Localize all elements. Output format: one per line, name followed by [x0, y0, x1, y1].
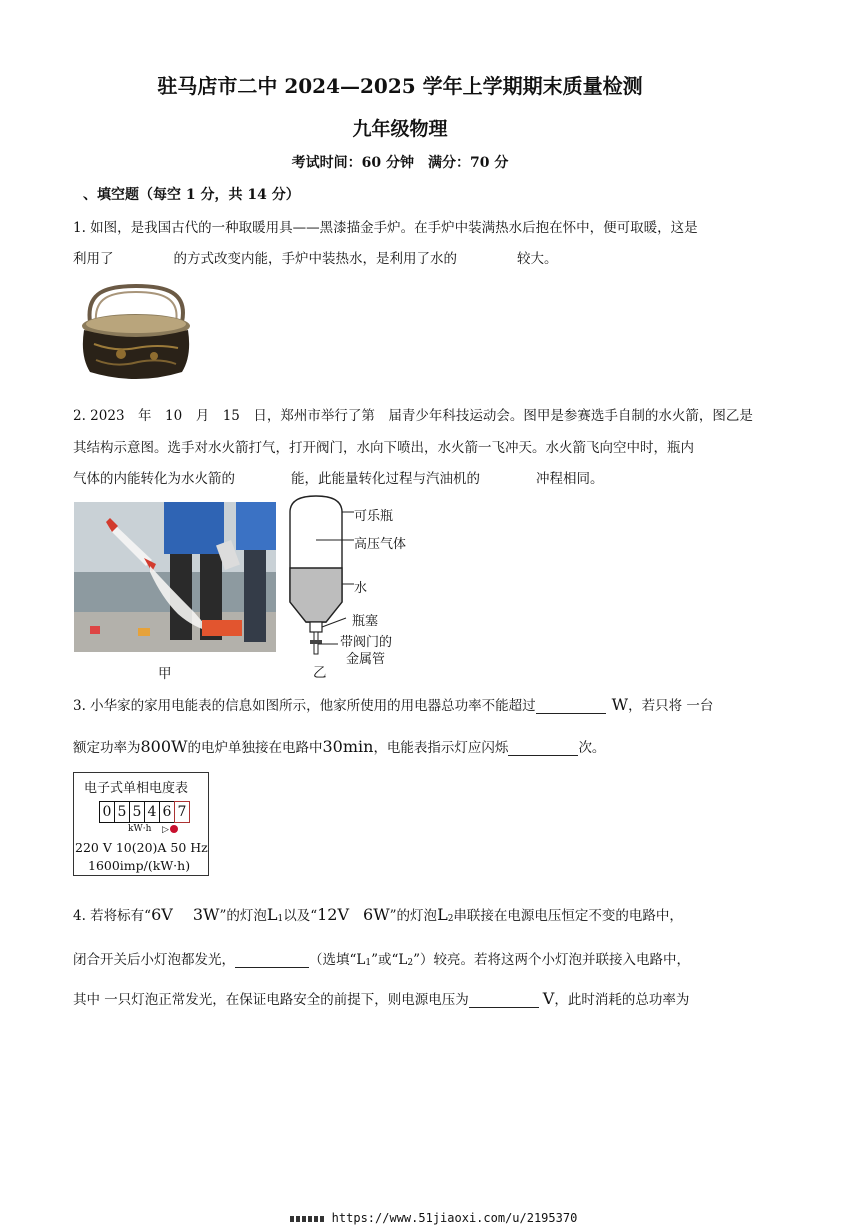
- q4-text-f: 闭合开关后小灯泡都发光，: [73, 952, 235, 968]
- meter-title: 电子式单相电度表: [84, 781, 189, 796]
- meter-digit: 6: [159, 801, 175, 823]
- label-valve-2: 金属管: [346, 652, 386, 667]
- q3-text-e: ，电能表指示灯应闪烁: [373, 740, 509, 756]
- q4-line-3: [73, 988, 689, 1008]
- section-heading: 、填空题（每空 1 分，共 14 分）: [83, 187, 300, 203]
- label-bottle: 可乐瓶: [354, 509, 394, 524]
- q3-unit-w: W: [611, 695, 629, 714]
- q3-text-d: 的电炉单独接在电路中: [187, 740, 323, 756]
- q4-v1: 6V: [151, 905, 173, 924]
- q3-blank-2: [508, 741, 578, 756]
- water-rocket-photo: [74, 502, 276, 652]
- q4-p2: 6W: [363, 905, 390, 924]
- q3-line-1: [73, 694, 713, 714]
- q2-line-2: 其结构示意图。选手对水火箭打气，打开阀门，水向下喷出，水火箭一飞冲天。水火箭飞向空中时，瓶内: [73, 440, 694, 456]
- q2-line-3: [73, 467, 604, 487]
- label-valve-1: 带阀门的: [340, 635, 393, 650]
- meter-digit: 5: [114, 801, 130, 823]
- meter-digit: 0: [99, 801, 115, 823]
- q4-p1: 3W: [192, 905, 220, 924]
- q4-text-g: （选填“: [309, 952, 357, 968]
- q1-text-a: 利用了: [73, 251, 114, 267]
- q2-text-a: 气体的内能转化为水火箭的: [73, 471, 235, 487]
- q4-blank-1: [235, 953, 309, 968]
- q3-text-c: 额定功率为: [73, 740, 141, 756]
- q1-text-b: 的方式改变内能，手炉中装热水，是利用了水的: [173, 251, 457, 267]
- label-plug: 瓶塞: [352, 614, 379, 629]
- q4-lamp-2: L2: [437, 905, 454, 924]
- q1-text-c: 较大。: [517, 251, 558, 267]
- q4-unit-v: V: [542, 989, 555, 1008]
- q3-line-2: [73, 736, 605, 756]
- footer-watermark: [0, 1211, 867, 1225]
- q2-text-c: 冲程相同。: [536, 471, 604, 487]
- q2-text-b: 能，此能量转化过程与汽油机的: [291, 471, 480, 487]
- meter-digit: 4: [144, 801, 160, 823]
- caption-yi: 乙: [313, 665, 327, 681]
- q4-option-l2: L2: [398, 952, 414, 968]
- q1-line-1: 1. 如图，是我国古代的一种取暖用具——黑漆描金手炉。在手炉中装满热水后抱在怀中，便可取暖，这是: [73, 220, 698, 236]
- watermark-mask-icon: [290, 1216, 326, 1222]
- q3-power: 800W: [140, 737, 188, 756]
- meter-digit: 7: [174, 801, 190, 823]
- caption-jia: 甲: [158, 666, 172, 682]
- meter-digit: 5: [129, 801, 145, 823]
- exam-subtitle: 九年级物理: [352, 118, 448, 140]
- q4-text-a: 4. 若将标有“: [73, 908, 152, 924]
- q4-text-d: ”的灯泡: [389, 908, 438, 924]
- q4-line-2: [73, 948, 690, 968]
- q4-text-i: ”）较亮。若将这两个小灯泡并联接入电路中，: [413, 952, 691, 968]
- q3-text-a: 3. 小华家的家用电能表的信息如图所示，他家所使用的用电器总功率不能超过: [73, 698, 536, 714]
- q4-text-j: 其中 一只灯泡正常发光，在保证电路安全的前提下，则电源电压为: [73, 992, 469, 1008]
- q4-line-1: [73, 904, 683, 924]
- q4-v2: 12V: [317, 905, 350, 924]
- q1-line-2: [73, 247, 558, 267]
- label-gas: 高压气体: [354, 537, 407, 552]
- q4-text-c: 以及“: [283, 908, 318, 924]
- meter-unit: kW·h: [128, 824, 152, 834]
- q4-text-k: ，此时消耗的总功率为: [554, 992, 690, 1008]
- meter-spec-1: 220 V 10(20)A 50 Hz: [75, 840, 208, 855]
- exam-info: 考试时间：60 分钟 满分：70 分: [291, 155, 509, 171]
- q4-text-b: ”的灯泡: [219, 908, 267, 924]
- footer-url[interactable]: https://www.51jiaoxi.com/u/2195370: [331, 1211, 578, 1225]
- q3-blank-1: [536, 699, 606, 714]
- q4-text-h: ”或“: [371, 952, 399, 968]
- q4-option-l1: L1: [356, 952, 372, 968]
- q4-lamp-1: L1: [266, 905, 284, 924]
- q3-text-b: ，若只将 一台: [628, 698, 714, 714]
- label-water: 水: [354, 581, 368, 596]
- q4-blank-2: [469, 993, 539, 1008]
- meter-digits: [99, 801, 189, 823]
- q3-text-f: 次。: [578, 740, 606, 756]
- q3-time: 30min: [322, 737, 374, 756]
- meter-spec-2: 1600imp/(kW·h): [88, 858, 191, 873]
- indicator-light-icon: ▷: [162, 825, 178, 835]
- exam-title: 驻马店市二中 2024—2025 学年上学期期末质量检测: [157, 74, 643, 98]
- q2-line-1: 2. 2023 年 10 月 15 日，郑州市举行了第 届青少年科技运动会。图甲是参赛选手自制的水火箭，图乙是: [73, 408, 753, 424]
- q4-text-e: 串联接在电源电压恒定不变的电路中，: [453, 908, 683, 924]
- electric-meter: [73, 772, 209, 876]
- hand-warmer-image: [76, 282, 196, 386]
